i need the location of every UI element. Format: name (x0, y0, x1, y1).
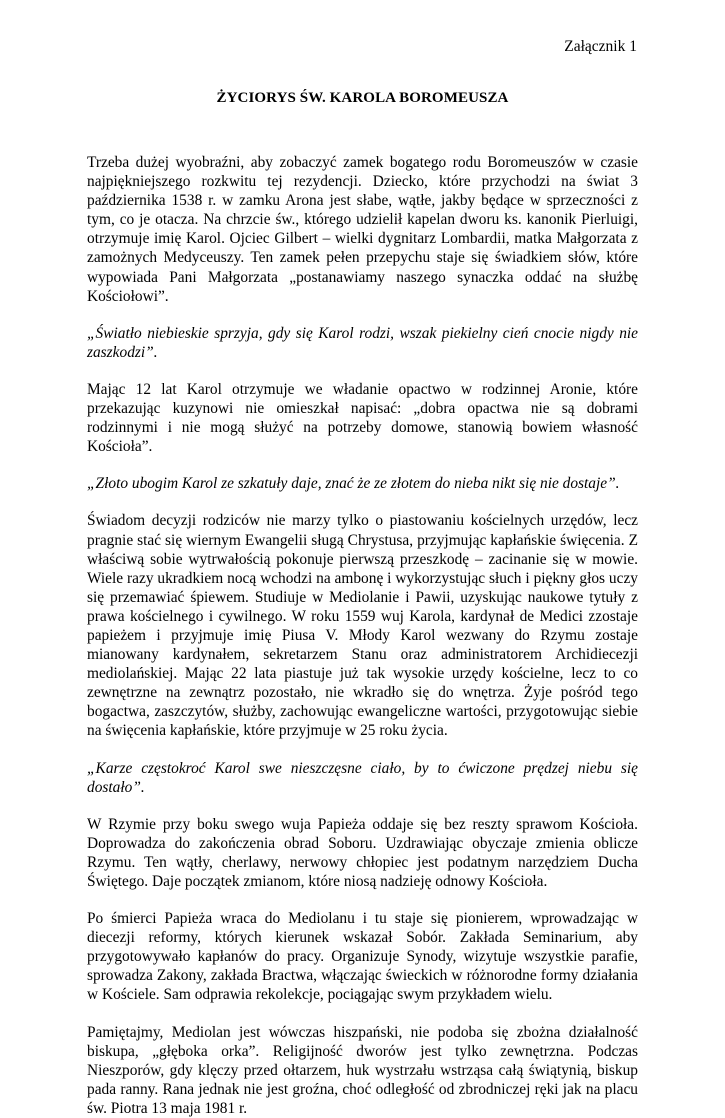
paragraph-vocation: Świadom decyzji rodziców nie marzy tylko o piastowaniu kościelnych urzędów, lecz pragnie stać się wiernym Ewangelii sługą Chrystusa, przyjmując kapłańskie święcenia. Z właściwą sobie wytrwałością pokonuje pierwszą przeszkodę – zacinanie się w mowie. Wiele razy ukradkiem nocą wchodzi na ambonę i wykorzystując słuch i piękny głos uczy się przemawiać śpiewem. Studiuje w Mediolanie i Pawii, uzyskując naukowe tytuły z prawa kościelnego i cywilnego. W roku 1559 wuj Karola, kardynał de Medici zzostaje papieżem i przyjmuje imię Piusa V. Młody Karol wezwany do Rzymu zostaje mianowany kardynałem, sekretarzem Stanu oraz administratorem Archidiecezji mediolańskiej. Mając 22 lata piastuje już tak wysokie urzędy kościelne, lecz to co zewnętrzne na zewnątrz pozostało, nie wkradło się do wnętrza. Żyje pośród tego bogactwa, zaszczytów, służby, zachowując ewangeliczne wartości, przygotowując siebie na święcenia kapłańskie, które przyjmuje w 25 roku życia. (87, 512, 638, 740)
quote-gold: „Złoto ubogim Karol ze szkatuły daje, znać że ze złotem do nieba nikt się nie dostaje”. (87, 475, 620, 493)
document-body (87, 153, 638, 1118)
quote-body: „Karze częstokroć Karol swe nieszczęsne ciało, by to ćwiczone prędzej niebu się dostało”. (87, 759, 638, 796)
paragraph-milan-reforms: Po śmierci Papieża wraca do Mediolanu i tu staje się pionierem, wprowadzając w diecezji reformy, których kierunek wskazał Sobór. Zakłada Seminarium, aby przygotowywało kapłanów do pracy. Organizuje Synody, wizytuje wszystkie parafie, sprowadza Zakony, zakłada Bractwa, włączając świeckich w różnorodne formy działania w Kościele. Sam odprawia rekolekcje, pociągając swym przykładem wielu. (87, 910, 638, 1004)
paragraph-abbey: Mając 12 lat Karol otrzymuje we władanie opactwo w rodzinnej Aronie, które przekazując kuzynowi nie omieszkał napisać: „dobra opactwa nie są dobrami rodzinnymi i nie mogą służyć na potrzeby domowe, stanowią bowiem własność Kościoła”. (87, 380, 638, 456)
paragraph-birth: Trzeba dużej wyobraźni, aby zobaczyć zamek bogatego rodu Boromeuszów w czasie najpiękniejszego rozkwitu tej rezydencji. Dziecko, które przychodzi na świat 3 października 1538 r. w zamku Arona jest słabe, wątłe, jakby będące w sprzeczności z tym, co je otacza. Na chrzcie św., którego udzielił kapelan dworu ks. kanonik Pierluigi, otrzymuje imię Karol. Ojciec Gilbert – wielki dygnitarz Lombardii, matka Małgorzata z zamożnych Medyceuszy. Ten zamek pełen przepychu staje się świadkiem słów, które wypowiada Pani Małgorzata „postanawiamy naszego synaczka oddać na służbę Kościołowi”. (87, 154, 638, 305)
document-title: ŻYCIORYS ŚW. KAROLA BOROMEUSZA (216, 90, 509, 106)
attachment-label: Załącznik 1 (564, 38, 637, 55)
quote-light: „Światło niebieskie sprzyja, gdy się Karol rodzi, wszak piekielny cień cnocie nigdy nie zaszkodzi”. (87, 324, 638, 361)
paragraph-assassination-attempt: Pamiętajmy, Mediolan jest wówczas hiszpański, nie podoba się zbożna działalność biskupa, „głęboka orka”. Religijność dworów jest tylko zewnętrzna. Podczas Nieszporów, gdy klęczy przed ołtarzem, huk wystrzału wstrząsa całą świątynią, biskup pada ranny. Rana jednak nie jest groźna, choć odległość od zbrodniczej ręki jak na placu św. Piotra 13 maja 1981 r. (87, 1023, 638, 1117)
paragraph-rome: W Rzymie przy boku swego wuja Papieża oddaje się bez reszty sprawom Kościoła. Doprowadza do zakończenia obrad Soboru. Uzdrawiając obyczaje zmienia oblicze Rzymu. Ten wątły, cherlawy, nerwowy chłopiec jest podatnym narzędziem Ducha Świętego. Daje początek zmianom, które niosą nadzieję odnowy Kościoła. (87, 815, 638, 890)
